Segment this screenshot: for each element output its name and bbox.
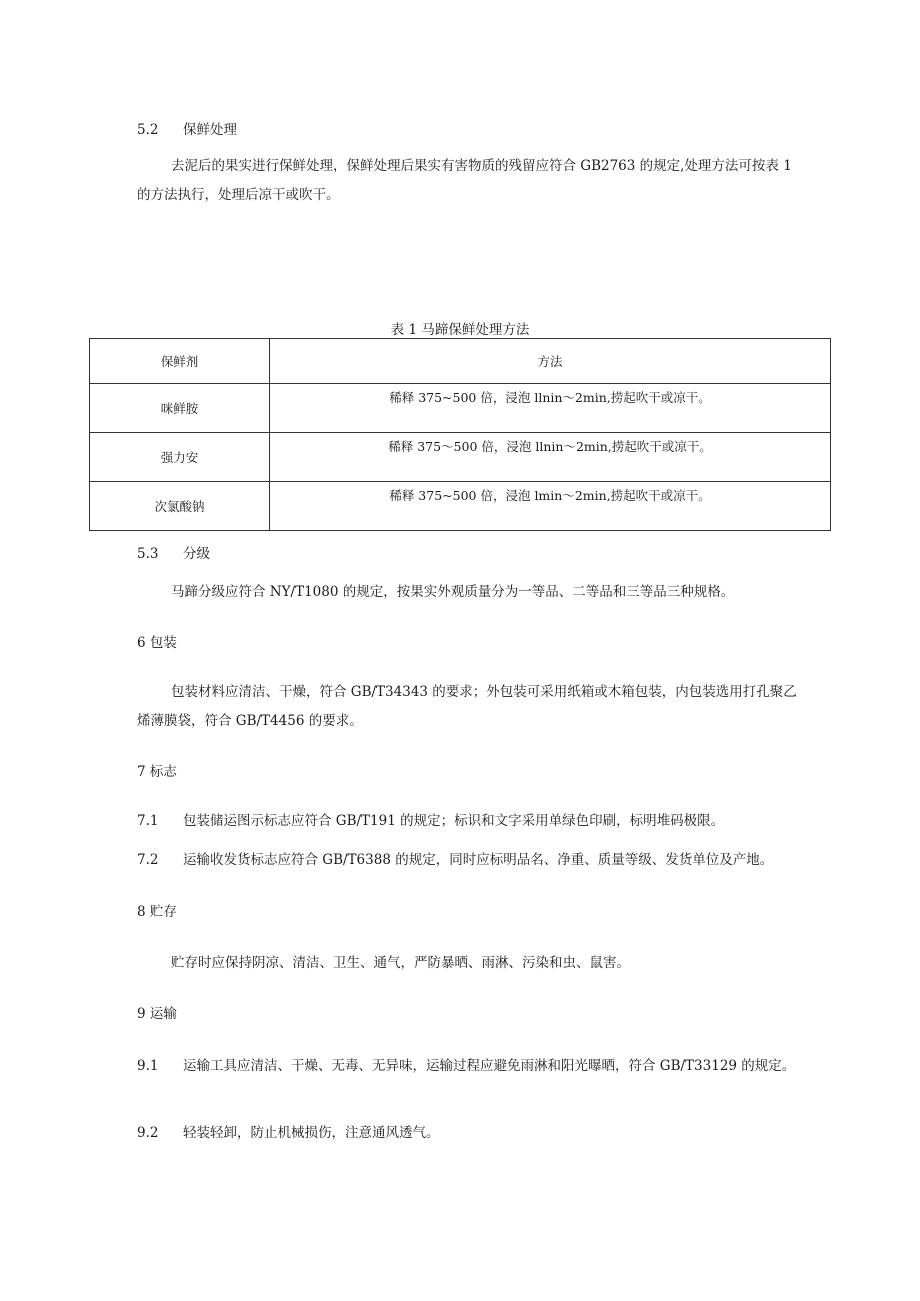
section-5-2-body: 去泥后的果实进行保鲜处理，保鲜处理后果实有害物质的残留应符合 GB2763 的规定,处理方法可按表 1 的方法执行，处理后凉干或吹干。 [137, 158, 792, 203]
clause-9-1 [137, 1053, 837, 1079]
clause-number: 7.1 [137, 813, 159, 829]
clause-text: 轻装轻卸，防止机械损伤，注意通风透气。 [183, 1125, 440, 1141]
section-8-heading: 8 贮存 [137, 904, 177, 920]
preservation-table [89, 338, 831, 531]
section-title: 分级 [183, 546, 210, 562]
table-row [90, 384, 831, 433]
clause-text: 运输收发货标志应符合 GB/T6388 的规定，同时应标明品名、净重、质量等级、发货单位及产地。 [183, 852, 774, 868]
table-cell-method: 稀释 375~500 倍，浸泡 llnin～2min,捞起吹干或凉干。 [270, 384, 831, 433]
section-7-heading: 7 标志 [137, 764, 177, 780]
table-header-row [90, 339, 831, 384]
column-header-method: 方法 [270, 339, 831, 384]
clause-text: 包装储运图示标志应符合 GB/T191 的规定；标识和文字采用单绿色印刷，标明堆码极限。 [183, 813, 725, 829]
clause-9-2 [137, 1124, 440, 1142]
section-title: 保鲜处理 [183, 122, 237, 138]
section-5-2-heading [137, 121, 237, 139]
table-cell-agent: 次氯酸钠 [90, 482, 270, 531]
section-6-body: 包装材料应清洁、干燥，符合 GB/T34343 的要求；外包装可采用纸箱或木箱包装，内包装选用打孔聚乙烯薄膜袋，符合 GB/T4456 的要求。 [137, 684, 797, 729]
table-cell-agent: 强力安 [90, 433, 270, 482]
table-cell-method: 稀释 375~500 倍，浸泡 lmin～2min,捞起吹干或凉干。 [270, 482, 831, 531]
section-8-body: 贮存时应保持阴凉、清洁、卫生、通气，严防暴晒、雨淋、污染和虫、鼠害。 [171, 955, 630, 971]
clause-7-2 [137, 851, 773, 869]
table-cell-method: 稀释 375～500 倍，浸泡 llnin～2min,捞起吹干或凉干。 [270, 433, 831, 482]
section-6-heading: 6 包装 [137, 635, 177, 651]
clause-number: 9.2 [137, 1125, 159, 1141]
column-header-agent: 保鲜剂 [90, 339, 270, 384]
section-number: 5.2 [137, 122, 159, 138]
table-caption: 表 1 马蹄保鲜处理方法 [390, 322, 530, 338]
table-row [90, 433, 831, 482]
table-row [90, 482, 831, 531]
clause-number: 7.2 [137, 852, 159, 868]
clause-7-1 [137, 812, 724, 830]
section-number: 5.3 [137, 546, 159, 562]
table-cell-agent: 咪鲜胺 [90, 384, 270, 433]
clause-number: 9.1 [137, 1058, 159, 1074]
section-5-3-body: 马蹄分级应符合 NY/T1080 的规定，按果实外观质量分为一等品、二等品和三等品三种规格。 [171, 584, 735, 600]
clause-text: 运输工具应清洁、干燥、无毒、无异味，运输过程应避免雨淋和阳光曝晒，符合 GB/T33129 的规定。 [183, 1058, 796, 1074]
section-5-3-heading [137, 545, 210, 563]
section-9-heading: 9 运输 [137, 1006, 177, 1022]
